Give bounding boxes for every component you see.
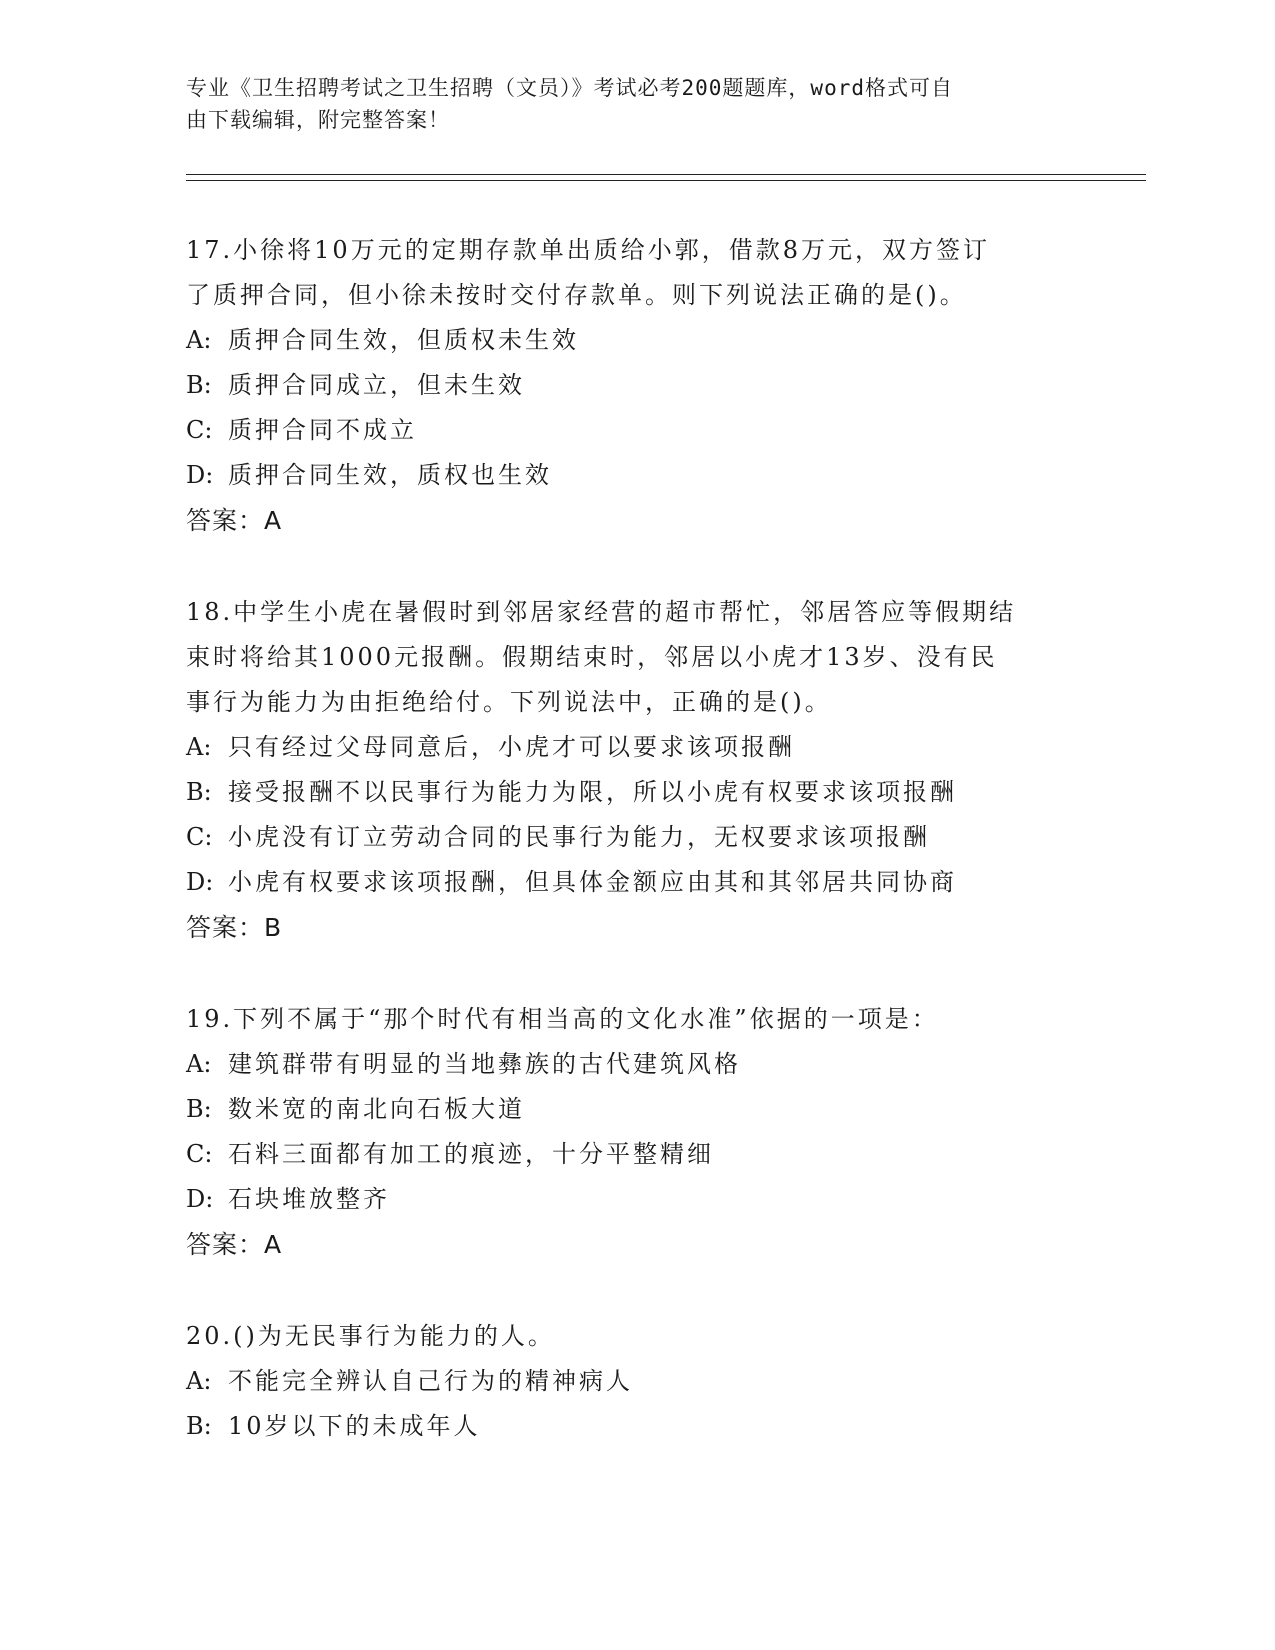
option-b [186,770,1066,815]
option-text: 10岁以下的未成年人 [228,1412,481,1440]
option-key: B: [186,1412,212,1440]
option-key: A: [186,1050,212,1078]
question-stem-line: 事行为能力为由拒绝给付。下列说法中，正确的是()。 [186,688,832,716]
question-19 [186,997,1066,1268]
option-d [186,860,1066,905]
option-text: 石料三面都有加工的痕迹，十分平整精细 [228,1140,714,1168]
question-18 [186,590,1066,951]
option-text: 质押合同成立，但未生效 [228,371,525,399]
option-text: 质押合同生效，质权也生效 [228,461,552,489]
option-key: B: [186,778,212,806]
option-text: 小虎没有订立劳动合同的民事行为能力，无权要求该项报酬 [228,823,930,851]
option-a [186,725,1066,770]
option-key: A: [186,733,212,761]
option-key: C: [186,416,213,444]
option-b [186,363,1066,408]
option-text: 小虎有权要求该项报酬，但具体金额应由其和其邻居共同协商 [228,868,957,896]
option-key: C: [186,823,213,851]
question-stem-line: 束时将给其1000元报酬。假期结束时，邻居以小虎才13岁、没有民 [186,643,998,671]
option-key: B: [186,1095,212,1123]
option-key: A: [186,1367,212,1395]
option-text: 质押合同生效，但质权未生效 [228,326,579,354]
option-text: 建筑群带有明显的当地彝族的古代建筑风格 [228,1050,741,1078]
document-header [186,72,1066,136]
option-c [186,1132,1066,1177]
question-stem-line: 17.小徐将10万元的定期存款单出质给小郭，借款8万元，双方签订 [186,236,990,264]
option-d [186,453,1066,498]
option-key: C: [186,1140,213,1168]
option-a [186,1359,1066,1404]
option-b [186,1404,1066,1449]
option-c [186,815,1066,860]
header-line-2: 由下载编辑，附完整答案！ [186,108,450,132]
answer-line: 答案：A [186,506,283,535]
option-text: 质押合同不成立 [228,416,417,444]
header-divider-bottom [186,180,1146,181]
option-text: 数米宽的南北向石板大道 [228,1095,525,1123]
question-stem-line: 19.下列不属于“那个时代有相当高的文化水准”依据的一项是： [186,1005,939,1033]
option-text: 接受报酬不以民事行为能力为限，所以小虎有权要求该项报酬 [228,778,957,806]
question-stem-line: 了质押合同，但小徐未按时交付存款单。则下列说法正确的是()。 [186,281,967,309]
option-text: 石块堆放整齐 [228,1185,390,1213]
option-key: D: [186,868,214,896]
question-17 [186,228,1066,544]
answer-line: 答案：A [186,1230,283,1259]
question-stem-line: 20.()为无民事行为能力的人。 [186,1322,555,1350]
option-key: D: [186,461,214,489]
option-d [186,1177,1066,1222]
option-a [186,318,1066,363]
option-c [186,408,1066,453]
question-list [186,228,1066,1495]
question-20 [186,1314,1066,1449]
option-text: 只有经过父母同意后，小虎才可以要求该项报酬 [228,733,795,761]
answer-line: 答案：B [186,913,283,942]
question-stem-line: 18.中学生小虎在暑假时到邻居家经营的超市帮忙，邻居答应等假期结 [186,598,1017,626]
option-text: 不能完全辨认自己行为的精神病人 [228,1367,633,1395]
option-key: B: [186,371,212,399]
option-a [186,1042,1066,1087]
option-b [186,1087,1066,1132]
header-divider-top [186,174,1146,175]
option-key: A: [186,326,212,354]
header-line-1: 专业《卫生招聘考试之卫生招聘（文员）》考试必考200题题库，word格式可自 [186,76,953,100]
option-key: D: [186,1185,214,1213]
